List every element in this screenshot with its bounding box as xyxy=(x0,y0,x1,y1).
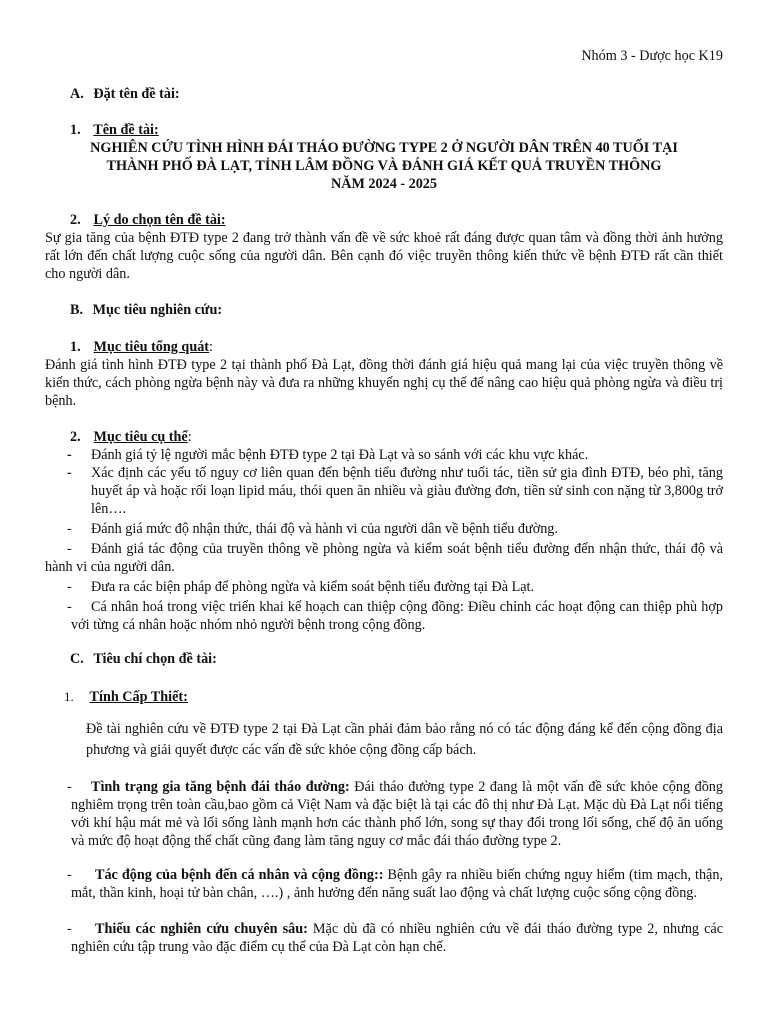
dash-marker: - xyxy=(67,921,72,937)
item-number: 1. xyxy=(70,122,81,138)
list-item-text xyxy=(71,866,723,902)
list-item-text: Cá nhân hoá trong việc triển khai kế hoạch can thiệp cộng đồng: Điều chỉnh các hoạt động can thiệp phù hợp với từng cá nhân hoặc nhóm nhỏ người bệnh trong cộng đồng. xyxy=(71,599,723,633)
section-b-label: B. xyxy=(70,302,84,318)
section-c-heading xyxy=(70,650,217,668)
section-c-label: C. xyxy=(70,651,84,667)
section-a-title: Đặt tên đề tài: xyxy=(93,86,180,102)
item-colon: : xyxy=(187,429,192,445)
list-item-text: Đánh giá tỷ lệ người mắc bệnh ĐTĐ type 2 tại Đà Lạt và so sánh với các khu vực khác. xyxy=(91,447,589,463)
dash-marker: - xyxy=(67,465,72,481)
list-item-text xyxy=(71,778,723,850)
item-number: 2. xyxy=(70,429,81,445)
section-c-item1-heading xyxy=(64,688,188,706)
research-title-line: NGHIÊN CỨU TÌNH HÌNH ĐÁI THÁO ĐƯỜNG TYPE 2 Ở NGƯỜI DÂN TRÊN 40 TUỔI TẠI xyxy=(90,140,678,156)
list-item xyxy=(45,464,723,518)
section-b-heading xyxy=(70,301,222,319)
point-lead: Tình trạng gia tăng bệnh đái tháo đường: xyxy=(91,779,350,795)
list-item xyxy=(45,920,723,956)
list-item-text: Đưa ra các biện pháp để phòng ngừa và kiểm soát bệnh tiểu đường tại Đà Lạt. xyxy=(91,579,535,595)
research-title xyxy=(45,139,723,193)
research-title-line: THÀNH PHỐ ĐÀ LẠT, TỈNH LÂM ĐỒNG VÀ ĐÁNH GIÁ KẾT QUẢ TRUYỀN THÔNG xyxy=(106,158,662,174)
list-item xyxy=(45,598,723,634)
section-a-heading xyxy=(70,85,180,103)
item-colon: : xyxy=(209,339,213,355)
dash-marker: - xyxy=(67,541,72,557)
list-item xyxy=(45,778,723,850)
item-number: 1. xyxy=(64,689,74,704)
item-number: 1. xyxy=(70,339,81,355)
general-objective-paragraph: Đánh giá tình hình ĐTĐ type 2 tại thành phố Đà Lạt, đồng thời đánh giá hiệu quả mang lại của việc truyền thông về kiến thức, cách phòng ngừa bệnh này và đưa ra những khuyến nghị cụ thể để nâng cao hiệu quả phòng ngừa và điều trị bệnh. xyxy=(45,357,723,409)
item-heading: Mục tiêu tổng quát xyxy=(93,339,210,355)
list-item xyxy=(45,578,723,596)
group-header: Nhóm 3 - Dược học K19 xyxy=(581,48,723,64)
point-text: Đái tháo đường type 2 đang là một vấn đề sức khỏe cộng đồng nghiêm trọng trên toàn cầu,bao gồm cả Việt Nam và đặc biệt là tại các đô thị như Đà Lạt. Mặc dù Đà Lạt nổi tiếng với khí hậu mát mẻ và lối sống lành mạnh hơn các thành phố lớn, song sự thay đổi trong lối sống, chế độ ăn uống và mức độ hoạt động thể chất cũng đang làm tăng nguy cơ mắc đái tháo đường type 2. xyxy=(71,779,723,849)
dash-marker: - xyxy=(67,779,72,795)
section-a-item1-heading xyxy=(70,121,159,139)
urgency-points xyxy=(45,778,723,956)
section-b-item2-heading xyxy=(70,428,192,446)
item-heading: Tính Cấp Thiết: xyxy=(89,689,188,705)
dash-marker: - xyxy=(67,867,72,883)
specific-objectives-list xyxy=(45,446,723,634)
reason-paragraph: Sự gia tăng của bệnh ĐTĐ type 2 đang trở thành vấn đề về sức khoẻ rất đáng được quan tâm và đồng thời ảnh hưởng rất lớn đến chất lượng cuộc sống của người dân. Bên cạnh đó việc truyền thông kiến thức về bệnh ĐTĐ rất cần thiết cho người dân. xyxy=(45,230,723,282)
urgency-intro: Đề tài nghiên cứu về ĐTĐ type 2 tại Đà Lạt cần phải đảm bảo rằng nó có tác động đáng kể đến cộng đồng địa phương và giải quyết được các vấn đề sức khỏe cộng đồng cấp bách. xyxy=(86,721,723,758)
dash-marker: - xyxy=(67,521,72,537)
research-title-line: NĂM 2024 - 2025 xyxy=(331,176,437,192)
point-lead: Tác động của bệnh đến cá nhân và cộng đồng:: xyxy=(95,867,384,883)
item-heading: Tên đề tài: xyxy=(93,122,159,138)
section-a-label: A. xyxy=(70,86,84,102)
list-item-text: Đánh giá mức độ nhận thức, thái độ và hành vi của người dân về bệnh tiểu đường. xyxy=(91,521,558,537)
item-heading: Mục tiêu cụ thể xyxy=(93,429,188,445)
point-text: Mặc dù đã có nhiều nghiên cứu về đái tháo đường type 2, nhưng các nghiên cứu tập trung vào đặc điểm cụ thể của Đà Lạt còn hạn chế. xyxy=(71,921,723,955)
item-heading: Lý do chọn tên đề tài: xyxy=(93,212,226,228)
list-item xyxy=(45,866,723,920)
point-lead: Thiếu các nghiên cứu chuyên sâu: xyxy=(95,921,308,937)
section-b-title: Mục tiêu nghiên cứu: xyxy=(92,302,223,318)
section-a-item2-heading xyxy=(70,211,226,229)
dash-marker: - xyxy=(67,447,72,463)
dash-marker: - xyxy=(67,599,72,615)
list-item-text: Xác định các yếu tố nguy cơ liên quan đến bệnh tiểu đường như tuổi tác, tiền sử gia đình ĐTĐ, béo phì, tăng huyết áp và hoặc rối loạn lipid máu, thói quen ăn nhiều và giàu đường đơn, tiền sử sinh con nặng từ 3,800g trở lên…. xyxy=(91,465,723,517)
dash-marker: - xyxy=(67,579,72,595)
list-item xyxy=(45,540,723,576)
section-b-item1-heading xyxy=(70,338,213,356)
list-item xyxy=(45,520,723,538)
item-number: 2. xyxy=(70,212,81,228)
list-item-text: Đánh giá tác động của truyền thông về phòng ngừa và kiểm soát bệnh tiểu đường đến nhận thức, thái độ và hành vi của người dân. xyxy=(45,541,723,575)
list-item-text xyxy=(71,920,723,956)
point-text: Bệnh gây ra nhiều biến chứng nguy hiểm (tim mạch, thận, mắt, thần kinh, hoại tử bàn chân, ….) , ảnh hưởng đến năng suất lao động và chất lượng cuộc sống cộng đồng. xyxy=(71,867,723,901)
section-c-title: Tiêu chí chọn đề tài: xyxy=(93,651,217,667)
list-item xyxy=(45,446,723,464)
